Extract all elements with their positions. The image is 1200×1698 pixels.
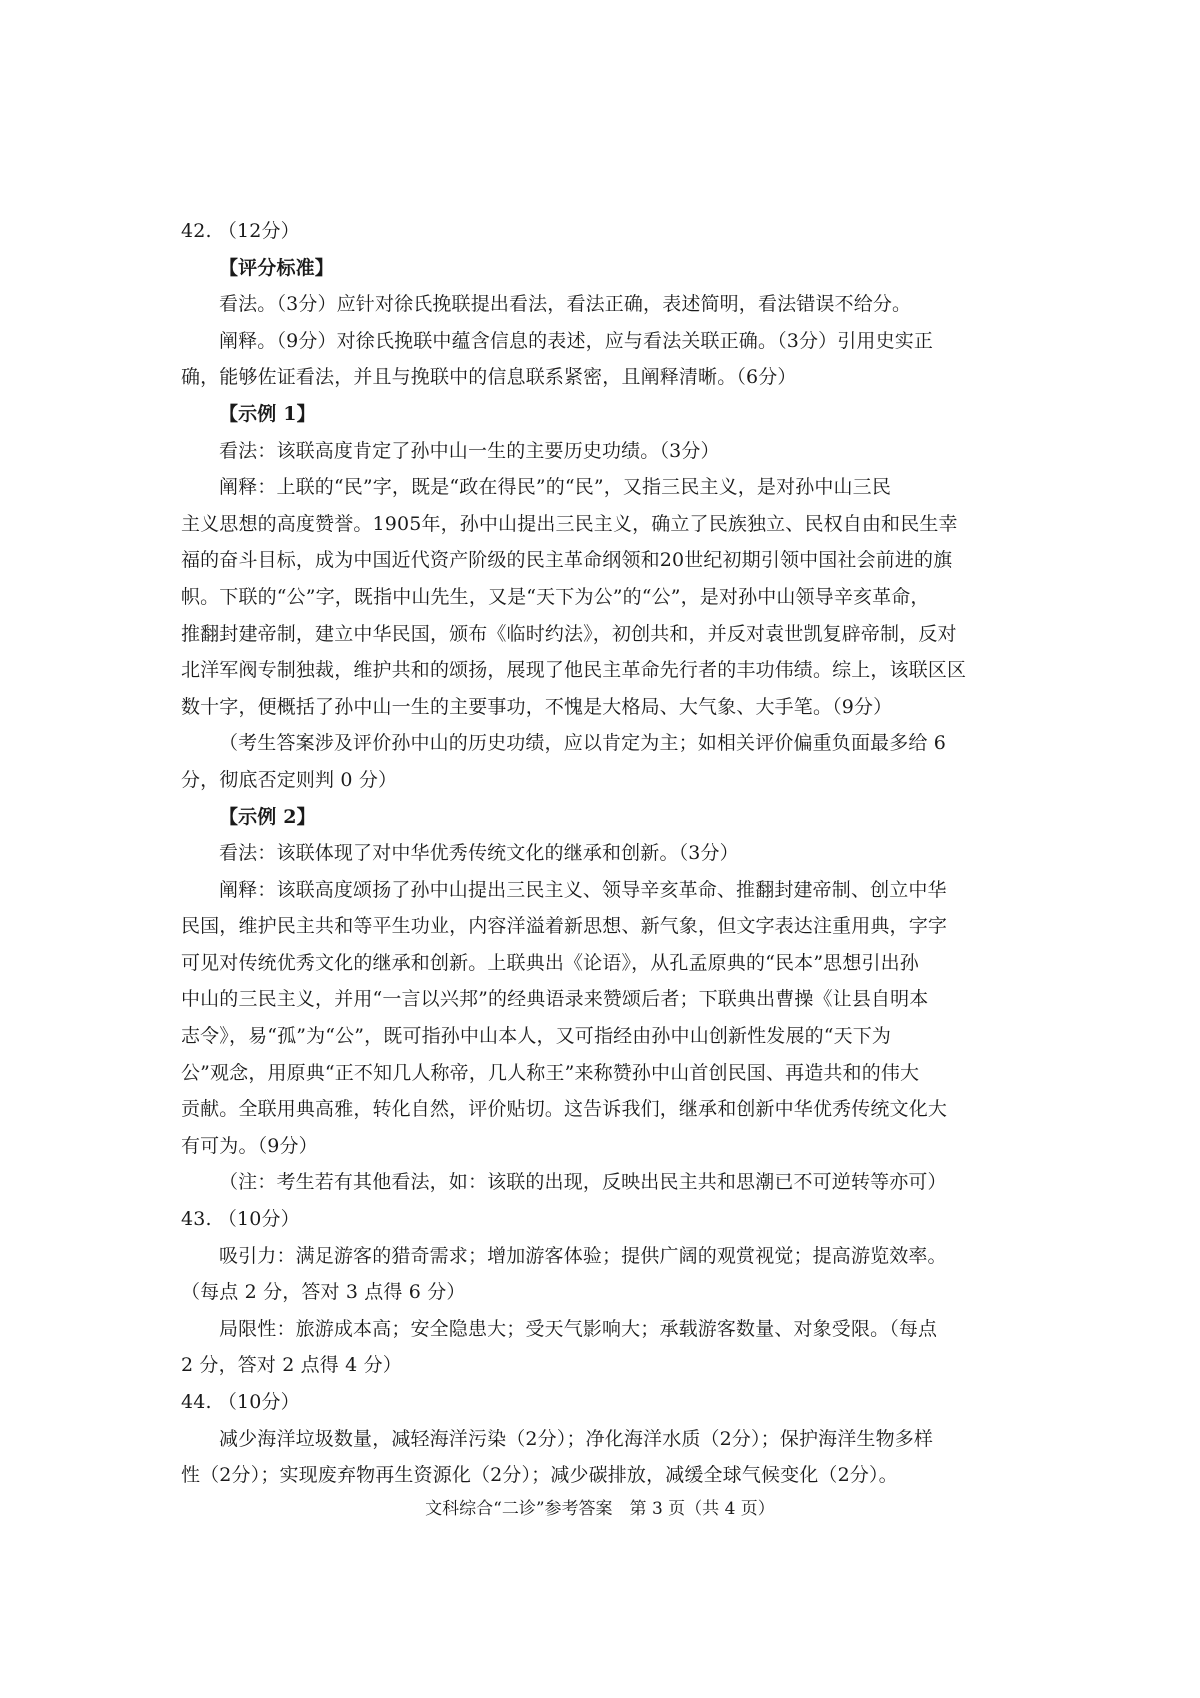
q43-header: 43. （10分） xyxy=(181,1208,300,1231)
q42-example2-line: 志令》，易“孤”为“公”，既可指孙中山本人，又可指经由孙中山创新性发展的“天下为 xyxy=(181,1025,892,1048)
q42-example1-line: 帜。下联的“公”字，既指中山先生，又是“天下为公”的“公”，是对孙中山领导辛亥革命， xyxy=(181,585,930,608)
page-footer: 文科综合“二诊”参考答案 第 3 页（共 4 页） xyxy=(425,1499,775,1519)
q42-criteria-view: 看法。（3分）应针对徐氏挽联提出看法，看法正确，表述简明，看法错误不给分。 xyxy=(219,293,912,316)
q42-example2-view: 看法：该联体现了对中华优秀传统文化的继承和创新。（3分） xyxy=(219,842,739,865)
q42-example1-line: 主义思想的高度赞誉。1905年，孙中山提出三民主义，确立了民族独立、民权自由和民生幸 xyxy=(181,512,958,535)
q42-example2-line: 民国，维护民主共和等平生功业，内容洋溢着新思想、新气象，但文字表达注重用典，字字 xyxy=(181,915,948,938)
q44-answer-line-2: 性（2分）；实现废弃物再生资源化（2分）；减少碳排放，减缓全球气候变化（2分）。 xyxy=(181,1464,898,1487)
q42-example2-line: 贡献。全联用典高雅，转化自然，评价贴切。这告诉我们，继承和创新中华优秀传统文化大 xyxy=(181,1098,948,1121)
q42-example2-title: 【示例 2】 xyxy=(219,805,316,828)
q43-attraction-line-1: 吸引力：满足游客的猎奇需求；增加游客体验；提供广阔的观赏视觉；提高游览效率。 xyxy=(219,1244,947,1267)
q42-example2-line: 阐释：该联高度颂扬了孙中山提出三民主义、领导辛亥革命、推翻封建帝制、创立中华 xyxy=(219,878,947,901)
q42-example1-line: 福的奋斗目标，成为中国近代资产阶级的民主革命纲领和20世纪初期引领中国社会前进的旗 xyxy=(181,549,953,572)
q42-example1-view: 看法：该联高度肯定了孙中山一生的主要历史功绩。（3分） xyxy=(219,439,720,462)
q43-attraction-line-2: （每点 2 分，答对 3 点得 6 分） xyxy=(181,1281,466,1304)
q42-example2-line: 有可为。（9分） xyxy=(181,1134,318,1157)
q42-example1-note-line-2: 分，彻底否定则判 0 分） xyxy=(181,768,398,791)
q42-example2-line: 公”观念，用原典“正不知几人称帝，几人称王”来称赞孙中山首创民国、再造共和的伟大 xyxy=(181,1061,920,1084)
q42-example2-line: 中山的三民主义，并用“一言以兴邦”的经典语录来赞颂后者；下联典出曹操《让县自明本 xyxy=(181,988,929,1011)
q42-example1-note-line-1: （考生答案涉及评价孙中山的历史功绩，应以肯定为主；如相关评价偏重负面最多给 6 xyxy=(219,732,946,755)
q43-limitation-line-1: 局限性：旅游成本高；安全隐患大；受天气影响大；承载游客数量、对象受限。（每点 xyxy=(219,1317,938,1340)
q42-example1-title: 【示例 1】 xyxy=(219,402,316,425)
q42-header: 42. （12分） xyxy=(181,220,300,242)
q42-example1-line: 北洋军阀专制独裁，维护共和的颂扬，展现了他民主革命先行者的丰功伟绩。综上，该联区区 xyxy=(181,659,967,682)
q42-example1-line: 推翻封建帝制，建立中华民国，颁布《临时约法》，初创共和，并反对袁世凯复辟帝制，反对 xyxy=(181,622,957,645)
q44-header: 44. （10分） xyxy=(181,1391,300,1413)
q42-final-note: （注：考生若有其他看法，如：该联的出现，反映出民主共和思潮已不可逆转等亦可） xyxy=(219,1171,947,1194)
q43-limitation-line-2: 2 分，答对 2 点得 4 分） xyxy=(181,1354,402,1377)
q42-example1-line: 阐释：上联的“民”字，既是“政在得民”的“民”，又指三民主义，是对孙中山三民 xyxy=(219,476,891,499)
q42-example2-line: 可见对传统优秀文化的继承和创新。上联典出《论语》，从孔孟原典的“民本”思想引出孙 xyxy=(181,951,919,974)
q42-criteria-title: 【评分标准】 xyxy=(219,256,334,279)
q44-answer-line-1: 减少海洋垃圾数量，减轻海洋污染（2分）；净化海洋水质（2分）；保护海洋生物多样 xyxy=(219,1427,934,1450)
q42-example1-line: 数十字，便概括了孙中山一生的主要事功，不愧是大格局、大气象、大手笔。（9分） xyxy=(181,695,893,718)
q42-criteria-explain-line-2: 确，能够佐证看法，并且与挽联中的信息联系紧密，且阐释清晰。（6分） xyxy=(181,366,797,389)
answer-content xyxy=(181,213,1039,1494)
q42-criteria-explain-line-1: 阐释。（9分）对徐氏挽联中蕴含信息的表述，应与看法关联正确。（3分）引用史实正 xyxy=(219,329,934,352)
